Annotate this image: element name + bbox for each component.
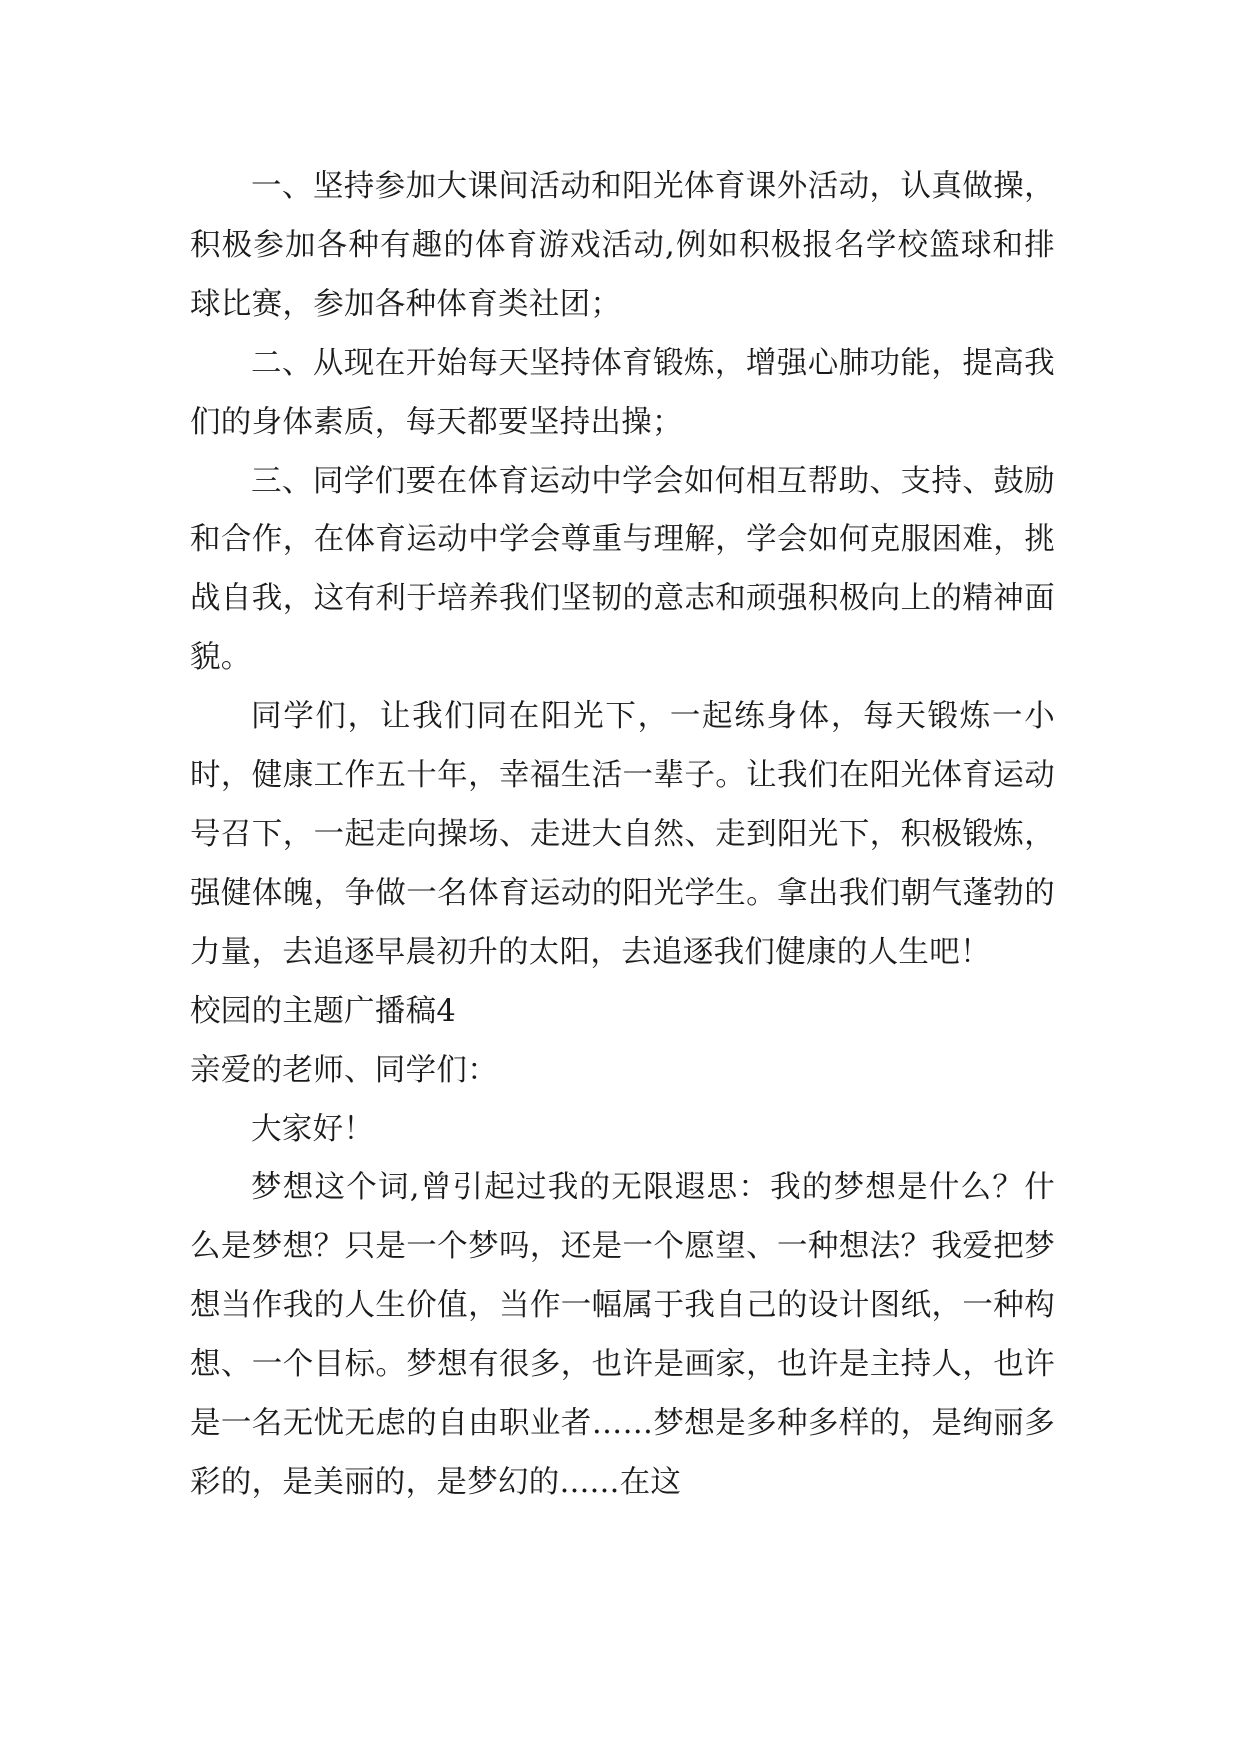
- section-heading: 校园的主题广播稿4: [190, 993, 457, 1029]
- document-body: [190, 158, 1055, 1513]
- paragraph-closing-call: 同学们，让我们同在阳光下，一起练身体，每天锻炼一小时，健康工作五十年，幸福生活一辈子。让我们在阳光体育运动号召下，一起走向操场、走进大自然、走到阳光下，积极锻炼，强健体魄，争做一名体育运动的阳光学生。拿出我们朝气蓬勃的力量，去追逐早晨初升的太阳，去追逐我们健康的人生吧！: [190, 699, 1055, 970]
- paragraph-item-2: 二、从现在开始每天坚持体育锻炼，增强心肺功能，提高我们的身体素质，每天都要坚持出操；: [190, 345, 1055, 440]
- salutation: 亲爱的老师、同学们：: [190, 1052, 498, 1088]
- paragraph-item-3: 三、同学们要在体育运动中学会如何相互帮助、支持、鼓励和合作，在体育运动中学会尊重与理解，学会如何克服困难，挑战自我，这有利于培养我们坚韧的意志和顽强积极向上的精神面貌。: [190, 463, 1055, 676]
- greeting: 大家好！: [251, 1111, 375, 1147]
- paragraph-item-1: 一、坚持参加大课间活动和阳光体育课外活动，认真做操，积极参加各种有趣的体育游戏活动,例如积极报名学校篮球和排球比赛，参加各种体育类社团；: [190, 169, 1055, 322]
- paragraph-dream: 梦想这个词,曾引起过我的无限遐思：我的梦想是什么？什么是梦想？只是一个梦吗，还是一个愿望、一种想法？我爱把梦想当作我的人生价值，当作一幅属于我自己的设计图纸，一种构想、一个目标。梦想有很多，也许是画家，也许是主持人，也许是一名无忧无虑的自由职业者……梦想是多种多样的，是绚丽多彩的，是美丽的，是梦幻的......在这: [190, 1170, 1055, 1500]
